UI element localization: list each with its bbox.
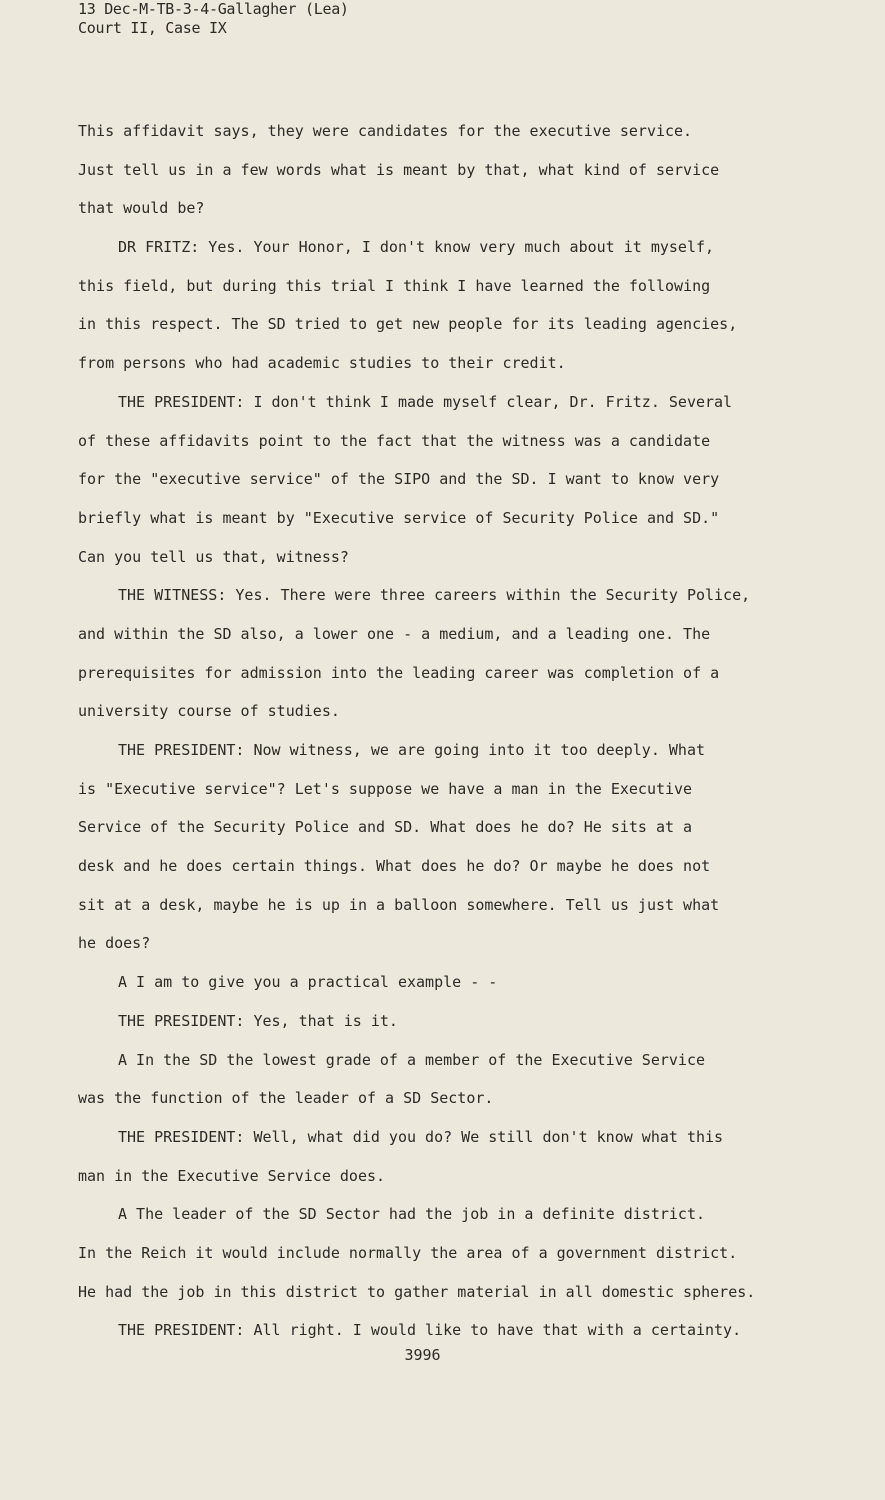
text-line: Just tell us in a few words what is meant by that, what kind of service xyxy=(78,160,720,179)
text-line: A The leader of the SD Sector had the job in a definite district. xyxy=(118,1205,705,1224)
text-line: DR FRITZ: Yes. Your Honor, I don't know very much about it myself, xyxy=(118,238,715,257)
page-number-text: 3996 xyxy=(404,1346,441,1364)
text-line: this field, but during this trial I think I have learned the following xyxy=(78,276,711,295)
text-line: THE PRESIDENT: Yes, that is it. xyxy=(118,1011,398,1030)
text-line: THE PRESIDENT: Now witness, we are going into it too deeply. What xyxy=(118,741,705,759)
text-line: of these affidavits point to the fact that the witness was a candidate xyxy=(78,431,711,450)
text-line: THE PRESIDENT: I don't think I made myself clear, Dr. Fritz. Several xyxy=(118,392,733,411)
text-line: Service of the Security Police and SD. What does he do? He sits at a xyxy=(78,818,693,837)
text-line: that would be? xyxy=(78,199,205,218)
text-line: was the function of the leader of a SD Sector. xyxy=(78,1089,494,1108)
text-line: THE PRESIDENT: Well, what did you do? We still don't know what this xyxy=(118,1127,724,1146)
page-number xyxy=(0,1346,885,1364)
text-line: He had the job in this district to gather material in all domestic spheres. xyxy=(78,1282,756,1301)
text-line: In the Reich it would include normally the area of a government district. xyxy=(78,1243,738,1262)
text-line: This affidavit says, they were candidates for the executive service. xyxy=(78,122,693,140)
text-line: in this respect. The SD tried to get new people for its leading agencies, xyxy=(78,315,738,334)
text-line: man in the Executive Service does. xyxy=(78,1166,386,1185)
document-header xyxy=(78,0,349,38)
text-line: desk and he does certain things. What does he do? Or maybe he does not xyxy=(78,857,711,876)
text-line: university course of studies. xyxy=(78,702,340,721)
text-line: from persons who had academic studies to their credit. xyxy=(78,354,566,373)
transcript-body xyxy=(78,112,818,1350)
text-line: he does? xyxy=(78,934,151,953)
text-line: Can you tell us that, witness? xyxy=(78,547,349,566)
text-line: prerequisites for admission into the leading career was completion of a xyxy=(78,663,720,682)
header-reference: 13 Dec-M-TB-3-4-Gallagher (Lea) xyxy=(78,0,349,18)
text-line: and within the SD also, a lower one - a medium, and a leading one. The xyxy=(78,624,711,643)
text-line: A In the SD the lowest grade of a member of the Executive Service xyxy=(118,1050,705,1069)
text-line: THE WITNESS: Yes. There were three careers within the Security Police, xyxy=(118,586,751,605)
text-line: THE PRESIDENT: All right. I would like to have that with a certainty. xyxy=(118,1321,742,1340)
text-line: briefly what is meant by "Executive service of Security Police and SD." xyxy=(78,508,720,527)
text-line: is "Executive service"? Let's suppose we have a man in the Executive xyxy=(78,779,693,798)
text-line: A I am to give you a practical example - - xyxy=(118,973,498,992)
text-line: sit at a desk, maybe he is up in a balloon somewhere. Tell us just what xyxy=(78,895,720,914)
header-court: Court II, Case IX xyxy=(78,19,227,37)
text-line: for the "executive service" of the SIPO and the SD. I want to know very xyxy=(78,470,720,489)
